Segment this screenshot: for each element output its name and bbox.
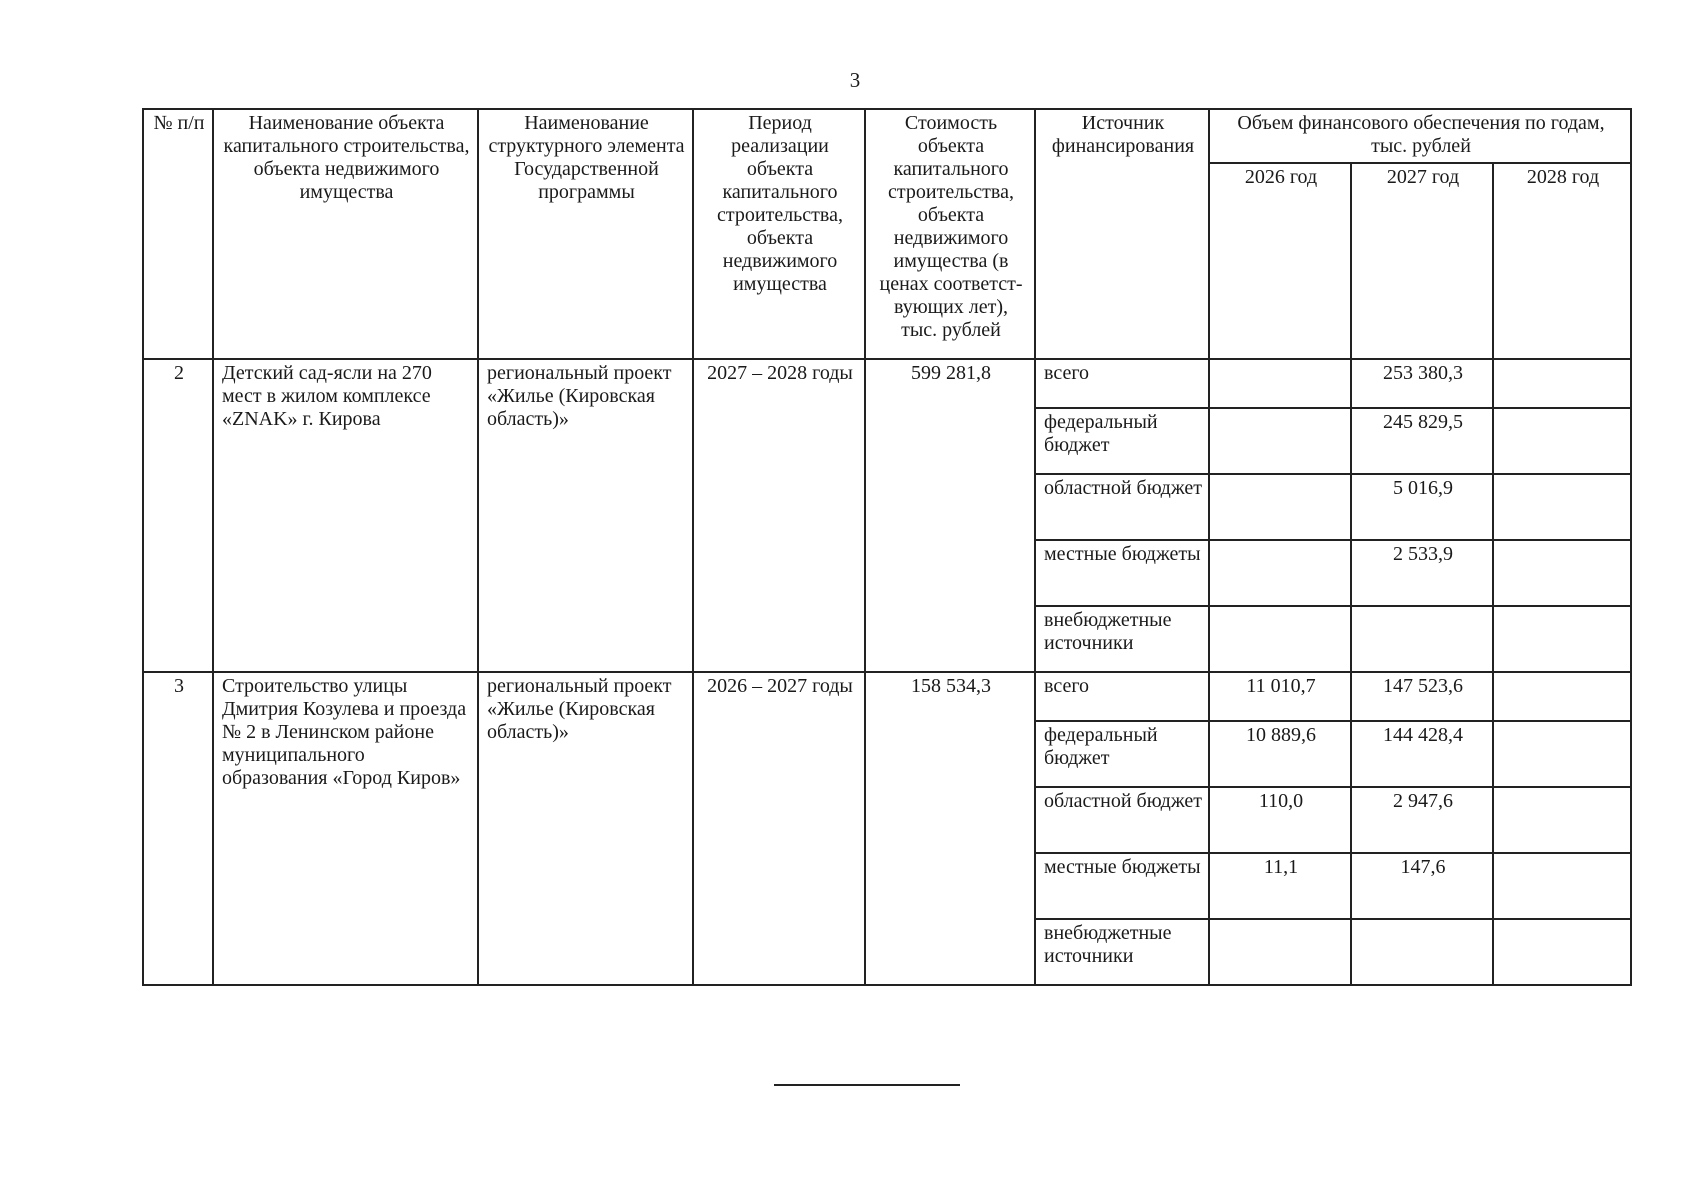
value-2028 bbox=[1493, 606, 1631, 672]
program-element: региональный проект «Жилье (Кировская область)» bbox=[478, 359, 693, 672]
header-period: Период реализации объекта капитального строительства, объекта недвижимого имущества bbox=[693, 109, 865, 359]
financing-table bbox=[142, 108, 1632, 986]
value-2028 bbox=[1493, 474, 1631, 540]
value-2026 bbox=[1209, 474, 1351, 540]
value-2026 bbox=[1209, 606, 1351, 672]
table-row bbox=[143, 359, 1631, 408]
value-2027: 147 523,6 bbox=[1351, 672, 1493, 721]
value-2027: 253 380,3 bbox=[1351, 359, 1493, 408]
value-2026: 11 010,7 bbox=[1209, 672, 1351, 721]
header-num: № п/п bbox=[143, 109, 213, 359]
value-2026: 10 889,6 bbox=[1209, 721, 1351, 787]
period: 2026 – 2027 годы bbox=[693, 672, 865, 985]
value-2028 bbox=[1493, 672, 1631, 721]
value-2027: 2 947,6 bbox=[1351, 787, 1493, 853]
value-2026 bbox=[1209, 359, 1351, 408]
value-2027 bbox=[1351, 606, 1493, 672]
value-2027: 2 533,9 bbox=[1351, 540, 1493, 606]
object-name: Детский сад-ясли на 270 мест в жилом комплексе «ZNAK» г. Кирова bbox=[213, 359, 478, 672]
value-2028 bbox=[1493, 919, 1631, 985]
value-2028 bbox=[1493, 408, 1631, 474]
source-name: местные бюджеты bbox=[1035, 853, 1209, 919]
value-2027: 5 016,9 bbox=[1351, 474, 1493, 540]
row-num: 3 bbox=[143, 672, 213, 985]
value-2028 bbox=[1493, 721, 1631, 787]
table-row bbox=[143, 672, 1631, 721]
source-name: федеральный бюджет bbox=[1035, 408, 1209, 474]
source-name: всего bbox=[1035, 672, 1209, 721]
header-program-element: Наименование структурного элемента Государственной программы bbox=[478, 109, 693, 359]
value-2026: 11,1 bbox=[1209, 853, 1351, 919]
value-2028 bbox=[1493, 853, 1631, 919]
header-cost: Стоимость объекта капитального строительства, объекта недвижимого имущества (в ценах соответст-вующих лет), тыс. рублей bbox=[865, 109, 1035, 359]
value-2027 bbox=[1351, 919, 1493, 985]
source-name: федеральный бюджет bbox=[1035, 721, 1209, 787]
value-2026 bbox=[1209, 408, 1351, 474]
value-2028 bbox=[1493, 359, 1631, 408]
page-number: 3 bbox=[849, 68, 861, 92]
header-row bbox=[143, 109, 1631, 163]
header-year-2026: 2026 год bbox=[1209, 163, 1351, 359]
value-2028 bbox=[1493, 540, 1631, 606]
header-volume: Объем финансового обеспечения по годам, тыс. рублей bbox=[1209, 109, 1631, 163]
program-element: региональный проект «Жилье (Кировская область)» bbox=[478, 672, 693, 985]
end-rule bbox=[774, 1084, 960, 1086]
source-name: внебюджетные источники bbox=[1035, 606, 1209, 672]
cost: 599 281,8 bbox=[865, 359, 1035, 672]
source-name: областной бюджет bbox=[1035, 787, 1209, 853]
value-2028 bbox=[1493, 787, 1631, 853]
source-name: внебюджетные источники bbox=[1035, 919, 1209, 985]
header-object-name: Наименование объекта капитального строительства, объекта недвижимого имущества bbox=[213, 109, 478, 359]
object-name: Строительство улицы Дмитрия Козулева и проезда № 2 в Ленинском районе муниципального образования «Город Киров» bbox=[213, 672, 478, 985]
value-2026 bbox=[1209, 540, 1351, 606]
value-2026: 110,0 bbox=[1209, 787, 1351, 853]
value-2027: 245 829,5 bbox=[1351, 408, 1493, 474]
period: 2027 – 2028 годы bbox=[693, 359, 865, 672]
value-2026 bbox=[1209, 919, 1351, 985]
header-year-2028: 2028 год bbox=[1493, 163, 1631, 359]
source-name: областной бюджет bbox=[1035, 474, 1209, 540]
value-2027: 147,6 bbox=[1351, 853, 1493, 919]
source-name: всего bbox=[1035, 359, 1209, 408]
cost: 158 534,3 bbox=[865, 672, 1035, 985]
header-source: Источник финансирования bbox=[1035, 109, 1209, 359]
header-year-2027: 2027 год bbox=[1351, 163, 1493, 359]
value-2027: 144 428,4 bbox=[1351, 721, 1493, 787]
source-name: местные бюджеты bbox=[1035, 540, 1209, 606]
row-num: 2 bbox=[143, 359, 213, 672]
